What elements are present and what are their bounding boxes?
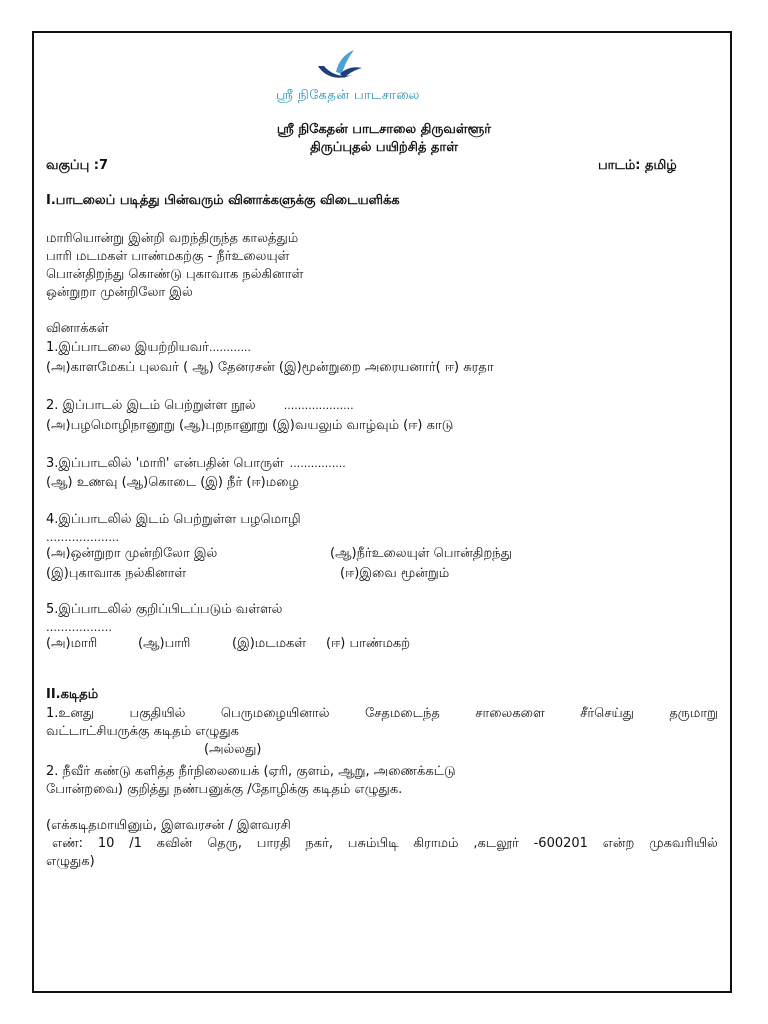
q2-options: (அ)பழமொழிநானூறு (ஆ)புறநானூறு (இ)வயலும் வாழ்வும் (ஈ) காடு (46, 418, 454, 433)
q2-question: 2. இப்பாடல் இடம் பெற்றுள்ள நூல் .................... (46, 398, 354, 413)
school-logo-icon (310, 44, 370, 88)
letter-note: (எக்கடிதமாயினும், இளவரசன் / இளவரசி (46, 818, 291, 833)
poem-line-1: மாரியொன்று இன்றி வறந்திருந்த காலத்தும் (46, 231, 299, 246)
letter2-line-b: போன்றவை) குறித்து நண்பனுக்கு /தோழிக்கு கடிதம் எழுதுக. (46, 782, 403, 797)
q4-option-c: (இ)புகாவாக நல்கினாள் (46, 566, 187, 581)
section1-heading: I.பாடலைப் படித்து பின்வரும் வினாக்களுக்கு விடையளிக்க (46, 193, 400, 208)
q4-blank: ……………….. (46, 531, 119, 544)
q4-option-d: (ஈ)இவை மூன்றும் (340, 566, 450, 581)
q1-options: (அ)காளமேகப் புலவர் ( ஆ) தேனரசன் (இ)மூன்றுறை அரையனார்( ஈ) சுரதா (46, 360, 494, 375)
q4-option-b: (ஆ)நீர்உலையுள் பொன்திறந்து (330, 546, 512, 561)
class-label: வகுப்பு :7 (46, 158, 109, 173)
letter1-continuation: வட்டாட்சியருக்கு கடிதம் எழுதுக (46, 724, 239, 739)
school-name: ஸ்ரீ நிகேதன் பாடசாலை திருவள்ளூர் (276, 122, 492, 137)
paper-title: திருப்புதல் பயிற்சித் தாள் (310, 140, 458, 155)
subject-label: பாடம்: தமிழ் (598, 158, 677, 173)
address-continuation: எழுதுக) (46, 854, 95, 869)
q3-blank: ................ (289, 457, 346, 470)
poem-line-2: பாரி மடமகள் பாண்மகற்கு - நீர்உலையுள் (46, 249, 290, 264)
letter1-line: 1.உனது பகுதியில் பெருமழையினால் சேதமடைந்த சாலைகளை சீர்செய்து தருமாறு (46, 706, 718, 721)
q5-question: 5.இப்பாடலில் குறிப்பிடப்படும் வள்ளல் (46, 602, 283, 617)
or-separator: (அல்லது) (204, 742, 262, 757)
letter2-line-a: 2. நீவீர் கண்டு களித்த நீர்நிலையைக் (ஏரி, குளம், ஆறு, அணைக்கட்டு (46, 764, 456, 779)
questions-label: வினாக்கள் (46, 321, 109, 336)
q5-option-c: (இ)மடமகள் (232, 636, 307, 651)
q4-option-a: (அ)ஒன்றுறா முன்றிலோ இல் (46, 546, 218, 561)
section2-heading: II.கடிதம் (46, 687, 99, 702)
q5-option-b: (ஆ)பாரி (138, 636, 191, 651)
q5-option-a: (அ)மாரி (46, 636, 98, 651)
q1-blank: ............ (208, 341, 251, 354)
q3-options: (ஆ) உணவு (ஆ)கொடை (இ) நீர் (ஈ)மழை (46, 475, 299, 490)
q3-question: 3.இப்பாடலில் 'மாரி' என்பதின் பொருள் ................ (46, 456, 346, 471)
q4-question: 4.இப்பாடலில் இடம் பெற்றுள்ள பழமொழி (46, 512, 301, 527)
q5-option-d: (ஈ) பாண்மகற் (326, 636, 411, 651)
q5-blank: ……………… (46, 621, 112, 634)
address-line: எண்: 10 /1 கவின் தெரு, பாரதி நகர், பசும்பிடி கிராமம் ,கடலூர் -600201 என்ற முகவரியில் (52, 836, 718, 851)
poem-line-3: பொன்திறந்து கொண்டு புகாவாக நல்கினாள் (46, 267, 304, 282)
poem-line-4: ஒன்றுறா முன்றிலோ இல் (46, 285, 193, 300)
logo-text: ஸ்ரீ நிகேதன் பாடசாலை (276, 88, 420, 103)
q1-question: 1.இப்பாடலை இயற்றியவர்............ (46, 340, 251, 355)
q2-blank: .................... (283, 399, 354, 412)
